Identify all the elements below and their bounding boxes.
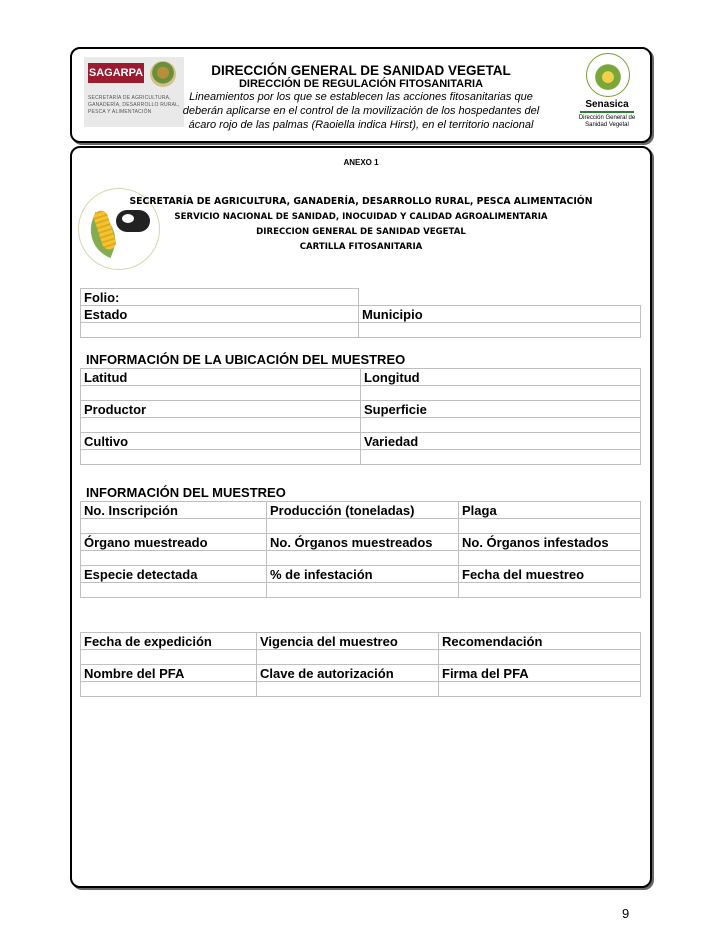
folio-table	[80, 288, 641, 338]
location-row	[81, 433, 641, 450]
plaga-value[interactable]	[459, 519, 641, 534]
sampling-blank-row	[81, 551, 641, 566]
org-line-servicio: SERVICIO NACIONAL DE SANIDAD, INOCUIDAD Y CALIDAD AGROALIMENTARIA	[174, 212, 548, 222]
no-inscripcion-value[interactable]	[81, 519, 267, 534]
produccion-value[interactable]	[267, 519, 459, 534]
folio-row	[81, 289, 641, 306]
location-blank-row	[81, 418, 641, 433]
recomendacion-value[interactable]	[439, 650, 641, 665]
firma-pfa-label: Firma del PFA	[439, 665, 641, 682]
variedad-label: Variedad	[361, 433, 641, 450]
sampling-table	[80, 501, 641, 598]
recomendacion-label: Recomendación	[439, 633, 641, 650]
location-table	[80, 368, 641, 465]
senasica-name: Senasica	[585, 99, 629, 110]
issuance-row	[81, 633, 641, 650]
sampling-row	[81, 502, 641, 519]
annex-label: ANEXO 1	[343, 158, 379, 167]
longitud-value[interactable]	[361, 386, 641, 401]
location-row	[81, 369, 641, 386]
senasica-subtext: Dirección General de Sanidad Vegetal	[578, 115, 636, 128]
organos-muestreados-label: No. Órganos muestreados	[267, 534, 459, 551]
organos-infestados-value[interactable]	[459, 551, 641, 566]
desc3-a: ácaro rojo de las palmas (	[188, 119, 316, 131]
folio-spacer	[359, 289, 641, 306]
fecha-expedicion-value[interactable]	[81, 650, 257, 665]
organo-muestreado-value[interactable]	[81, 551, 267, 566]
issuance-blank-row	[81, 682, 641, 697]
superficie-label: Superficie	[361, 401, 641, 418]
latitud-label: Latitud	[81, 369, 361, 386]
municipio-label: Municipio	[359, 306, 641, 323]
fecha-muestreo-label: Fecha del muestreo	[459, 566, 641, 583]
header-subtitle: DIRECCIÓN DE REGULACIÓN FITOSANITARIA	[238, 78, 484, 90]
clave-autorizacion-label: Clave de autorización	[257, 665, 439, 682]
longitud-label: Longitud	[361, 369, 641, 386]
no-inscripcion-label: No. Inscripción	[81, 502, 267, 519]
cultivo-value[interactable]	[81, 450, 361, 465]
page-number: 9	[622, 906, 630, 921]
header-description-line2: deberán aplicarse en el control de la movilización de los hospedantes del	[182, 105, 540, 117]
nombre-pfa-label: Nombre del PFA	[81, 665, 257, 682]
superficie-value[interactable]	[361, 418, 641, 433]
organos-infestados-label: No. Órganos infestados	[459, 534, 641, 551]
sampling-blank-row	[81, 583, 641, 598]
desc3-b: Raoiella indica	[315, 119, 387, 131]
header-description-line3	[72, 119, 650, 131]
variedad-value[interactable]	[361, 450, 641, 465]
estado-blank-row	[81, 323, 641, 338]
vigencia-value[interactable]	[257, 650, 439, 665]
issuance-row	[81, 665, 641, 682]
org-line-secretaria: SECRETARÍA DE AGRICULTURA, GANADERÍA, DESARROLLO RURAL, PESCA ALIMENTACIÓN	[129, 196, 593, 207]
form-frame	[70, 146, 652, 888]
productor-label: Productor	[81, 401, 361, 418]
fecha-muestreo-value[interactable]	[459, 583, 641, 598]
header-description-line1: Lineamientos por los que se establecen las acciones fitosanitarias que	[189, 91, 533, 103]
firma-pfa-value[interactable]	[439, 682, 641, 697]
sagarpa-logo-text: SECRETARÍA DE AGRICULTURA, GANADERÍA, DESARROLLO RURAL, PESCA Y ALIMENTACIÓN	[88, 95, 180, 115]
org-line-cartilla: CARTILLA FITOSANITARIA	[299, 242, 423, 252]
infestacion-value[interactable]	[267, 583, 459, 598]
header-title: DIRECCIÓN GENERAL DE SANIDAD VEGETAL	[211, 63, 511, 78]
plaga-label: Plaga	[459, 502, 641, 519]
senasica-bar	[580, 111, 634, 113]
sampling-blank-row	[81, 519, 641, 534]
estado-label: Estado	[81, 306, 359, 323]
sampling-row	[81, 534, 641, 551]
header-frame	[70, 47, 652, 143]
location-blank-row	[81, 450, 641, 465]
location-section-title: INFORMACIÓN DE LA UBICACIÓN DEL MUESTREO	[86, 352, 406, 367]
productor-value[interactable]	[81, 418, 361, 433]
desc3-c: Hirst), en el territorio nacional	[386, 119, 534, 131]
senasica-seal-icon	[586, 53, 630, 97]
estado-row	[81, 306, 641, 323]
sagarpa-badge: SAGARPA	[88, 63, 144, 83]
location-blank-row	[81, 386, 641, 401]
estado-value[interactable]	[81, 323, 359, 338]
sampling-row	[81, 566, 641, 583]
organos-muestreados-value[interactable]	[267, 551, 459, 566]
nombre-pfa-value[interactable]	[81, 682, 257, 697]
clave-autorizacion-value[interactable]	[257, 682, 439, 697]
organo-muestreado-label: Órgano muestreado	[81, 534, 267, 551]
folio-label: Folio:	[81, 289, 359, 306]
vigencia-label: Vigencia del muestreo	[257, 633, 439, 650]
sampling-section-title: INFORMACIÓN DEL MUESTREO	[86, 485, 286, 500]
fecha-expedicion-label: Fecha de expedición	[81, 633, 257, 650]
cultivo-label: Cultivo	[81, 433, 361, 450]
senasica-logo	[574, 53, 640, 135]
especie-detectada-value[interactable]	[81, 583, 267, 598]
issuance-table	[80, 632, 641, 697]
latitud-value[interactable]	[81, 386, 361, 401]
issuance-blank-row	[81, 650, 641, 665]
produccion-label: Producción (toneladas)	[267, 502, 459, 519]
municipio-value[interactable]	[359, 323, 641, 338]
org-line-direccion: DIRECCION GENERAL DE SANIDAD VEGETAL	[256, 227, 466, 237]
location-row	[81, 401, 641, 418]
especie-detectada-label: Especie detectada	[81, 566, 267, 583]
infestacion-label: % de infestación	[267, 566, 459, 583]
